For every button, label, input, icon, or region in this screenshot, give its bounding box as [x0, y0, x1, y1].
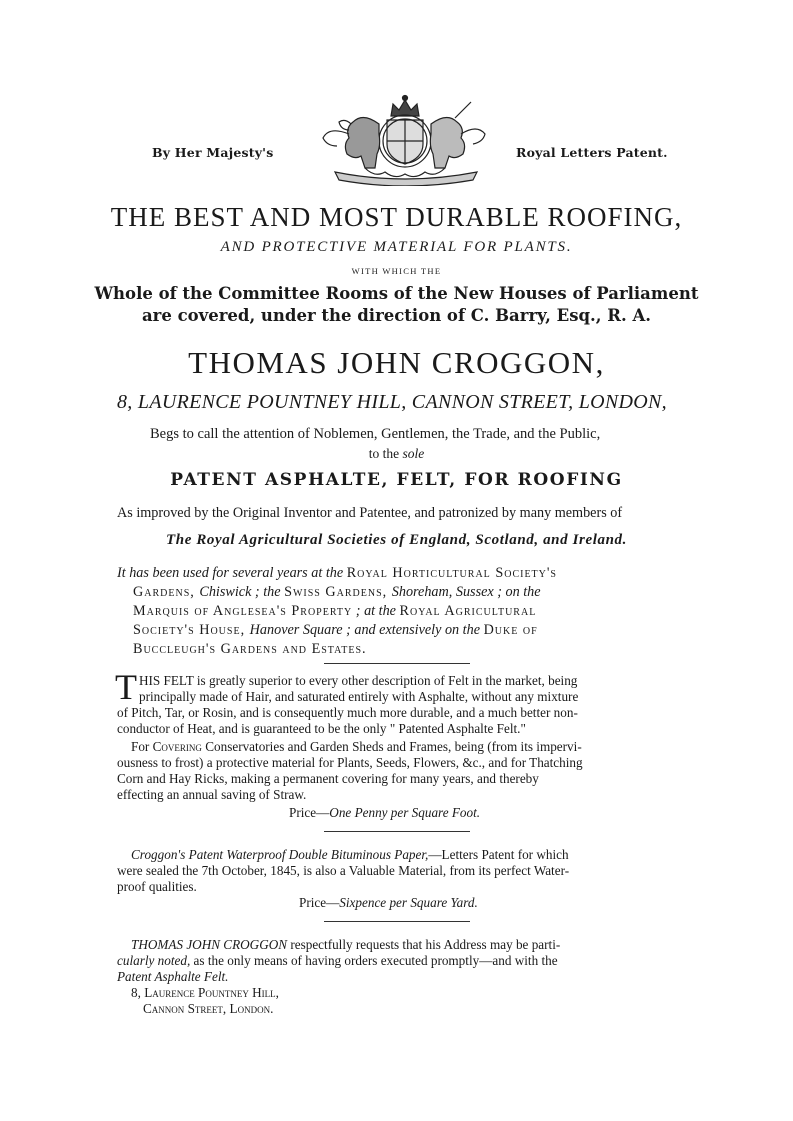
closing-line-2: cularly noted, as the only means of having orders executed promptly—and with the: [117, 953, 558, 968]
closing-address-2: Cannon Street, London.: [143, 1001, 274, 1016]
parliament-line-2: are covered, under the direction of C. Barry, Esq., R. A.: [141, 306, 652, 325]
felt-line-3: of Pitch, Tar, or Rosin, and is consequently much more durable, and a much better non-: [117, 705, 578, 720]
felt-line-2: principally made of Hair, and saturated entirely with Asphalte, without any mixture: [139, 689, 579, 704]
drop-cap: T: [115, 667, 137, 707]
felt-price: Price—One Penny per Square Foot.: [289, 805, 481, 820]
usage-line-5: Buccleugh's Gardens and Estates.: [133, 641, 367, 657]
divider: [324, 831, 470, 832]
usage-line-4: Society's House, Hanover Square ; and extensively on the Duke of: [133, 622, 538, 638]
paper-line-2: were sealed the 7th October, 1845, is also a Valuable Material, from its perfect Water-: [117, 863, 570, 878]
subtitle: AND PROTECTIVE MATERIAL FOR PLANTS.: [220, 239, 573, 255]
proprietor-address: 8, LAURENCE POUNTNEY HILL, CANNON STREET, LONDON,: [117, 391, 667, 413]
divider: [324, 921, 470, 922]
usage-line-3: Marquis of Anglesea's Property ; at the Royal Agricultural: [133, 603, 537, 619]
parliament-line-1: Whole of the Committee Rooms of the New Houses of Parliament: [94, 284, 699, 303]
divider: [324, 663, 470, 664]
felt-line-6: ousness to frost) a protective material for Plants, Seeds, Flowers, &c., and for Thatching: [117, 755, 583, 770]
closing-address-1: 8, Laurence Pountney Hill,: [131, 985, 279, 1000]
felt-line-5: For Covering Conservatories and Garden Sheds and Frames, being (from its impervi-: [131, 739, 582, 754]
closing-line-3: Patent Asphalte Felt.: [117, 969, 229, 984]
felt-line-1: HIS FELT is greatly superior to every other description of Felt in the market, being: [139, 673, 578, 688]
patent-heading-right: Royal Letters Patent.: [516, 145, 668, 160]
paper-price: Price—Sixpence per Square Yard.: [299, 895, 478, 910]
main-title: THE BEST AND MOST DURABLE ROOFING,: [110, 202, 683, 232]
felt-line-8: effecting an annual saving of Straw.: [117, 787, 307, 802]
paper-line-3: proof qualities.: [117, 879, 197, 894]
with-which-the: WITH WHICH THE: [351, 266, 442, 276]
royal-societies-line: The Royal Agricultural Societies of England, Scotland, and Ireland.: [166, 532, 627, 548]
to-the-sole: to the sole: [368, 446, 425, 461]
patent-product-heading: PATENT ASPHALTE, FELT, FOR ROOFING: [170, 470, 623, 490]
begs-line: Begs to call the attention of Noblemen, Gentlemen, the Trade, and the Public,: [150, 426, 601, 442]
patent-heading-left: By Her Majesty's: [152, 145, 274, 160]
felt-line-4: conductor of Heat, and is guaranteed to be the only " Patented Asphalte Felt.": [117, 721, 526, 736]
royal-coat-of-arms-icon: [305, 94, 510, 191]
usage-line-2: Gardens, Chiswick ; the Swiss Gardens, Shoreham, Sussex ; on the: [133, 584, 541, 600]
usage-line-1: It has been used for several years at the Royal Horticultural Society's: [117, 565, 557, 581]
proprietor-name: THOMAS JOHN CROGGON,: [188, 345, 605, 380]
improved-line: As improved by the Original Inventor and Patentee, and patronized by many members of: [117, 505, 623, 521]
paper-line-1: Croggon's Patent Waterproof Double Bituminous Paper,—Letters Patent for which: [131, 847, 569, 862]
felt-line-7: Corn and Hay Ricks, making a permanent covering for many years, and thereby: [117, 771, 539, 786]
closing-line-1: THOMAS JOHN CROGGON respectfully requests that his Address may be parti-: [131, 937, 561, 952]
